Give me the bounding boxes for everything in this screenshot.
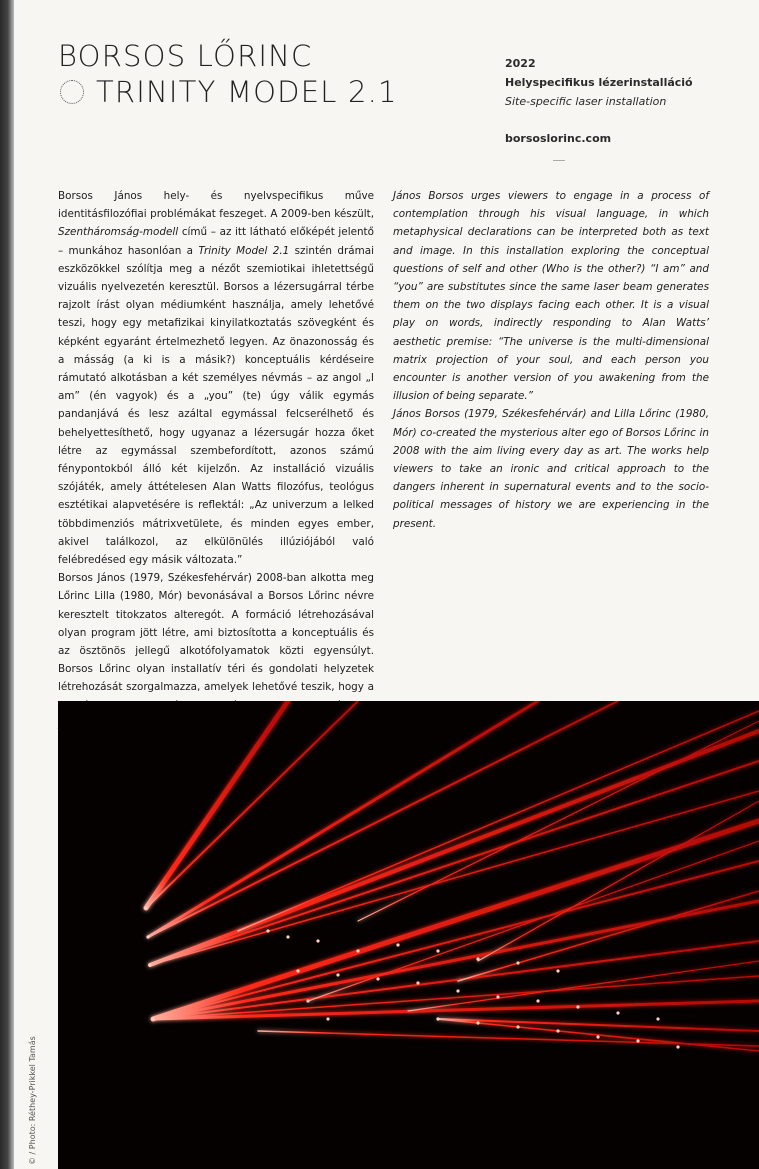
- light-point: [636, 1039, 639, 1042]
- light-point: [556, 969, 559, 972]
- year: 2022: [505, 57, 536, 70]
- light-point: [306, 999, 309, 1002]
- light-point: [556, 1029, 559, 1032]
- laser-beam: [153, 861, 759, 1019]
- light-point: [148, 963, 151, 966]
- work-title-italic: Szentháromság-modell: [58, 226, 179, 239]
- laser-beam: [148, 701, 618, 937]
- light-point: [396, 943, 399, 946]
- laser-beam: [308, 841, 759, 1001]
- laser-beam: [153, 941, 759, 1019]
- light-point: [496, 995, 499, 998]
- work-title: TRINITY MODEL 2.1: [96, 75, 398, 109]
- laser-beam: [153, 976, 759, 1019]
- light-points-group: [144, 906, 679, 1048]
- laser-beam: [478, 801, 759, 961]
- light-point: [316, 939, 319, 942]
- laser-beam: [146, 701, 358, 908]
- light-point: [436, 949, 439, 952]
- english-text-column: [393, 187, 709, 533]
- dotted-circle-icon: [60, 80, 84, 104]
- hungarian-text-column: [58, 187, 374, 751]
- light-point: [436, 1017, 439, 1020]
- small-mark: [553, 160, 565, 161]
- light-point: [296, 969, 299, 972]
- photo-credit: © / Photo: Réthey-Prikkel Tamás: [28, 1036, 37, 1165]
- laser-beam: [438, 1019, 759, 1031]
- laser-beam: [150, 791, 759, 965]
- work-title-row: [58, 74, 398, 110]
- laser-installation-photo: [58, 701, 759, 1169]
- laser-beam: [438, 1019, 759, 1051]
- laser-beam: [358, 721, 759, 921]
- text-span: szintén drámai eszközökkel szólítja meg a nézőt szemiotikai ihletettségű vizuális nyelvezetén keresztül. Borsos a lézersugárral térbe rajzolt írást olyan médiumként használja, amely lehetővé teszi, hogy egy metafizikai kinyilatkoztatás szövegként és képként egyaránt értelmezhető legyen. Az önazonosság és a másság (a ki is a másik?) konceptuális kérdéseire rámutató alkotásban a két személyes névmás – az angol „I am” (én vagyok) és a „you” (te) úgy válik egymás pandanjává és lesz azáltal egymással felcserélhető és behelyettesíthető, hogy ugyanaz a lézersugár hozza őket létre az egymással szembefordított, azonos számú fénypontokból álló két kijelzőn. Az installáció vizuális szójáték, amely áttételesen Alan Watts filozófus, teológus esztétikai alapvetésére is reflektál: „Az univerzum a lelked többdimenziós mátrixvetülete, és minden egyes ember, akivel találkozol, az elkülönülés illúziójából való felébredésed egy másik változata.”: [58, 244, 374, 567]
- light-point: [151, 1017, 154, 1020]
- light-point: [516, 1025, 519, 1028]
- light-point: [656, 1017, 659, 1020]
- light-point: [456, 989, 459, 992]
- light-point: [576, 1005, 579, 1008]
- light-point: [476, 1021, 479, 1024]
- light-point: [266, 929, 269, 932]
- title-block: [58, 38, 398, 110]
- light-point: [516, 961, 519, 964]
- light-point: [356, 949, 359, 952]
- work-meta: [505, 54, 693, 148]
- laser-beam: [258, 1031, 759, 1046]
- laser-beam: [150, 761, 759, 965]
- light-point: [336, 973, 339, 976]
- light-point: [536, 999, 539, 1002]
- light-point: [326, 1017, 329, 1020]
- artist-name: BORSOS LŐRINC: [58, 39, 313, 73]
- light-point: [376, 977, 379, 980]
- light-point: [286, 935, 289, 938]
- light-point: [596, 1035, 599, 1038]
- english-paragraph-1: János Borsos urges viewers to engage in a process of contemplation through his visual language, in which metaphysical declarations can be interpreted both as text and image. In this installation exploring the conceptual questions of self and other (Who is the other?) “I am” and “you” are substitutes since the same laser beam generates them on the two displays facing each other. It is a visual play on words, indirectly responding to Alan Watts’ aesthetic premise: “The universe is the multi-dimensional matrix projection of your soul, and each person you encounter is another version of you awakening from the illusion of being separate.”: [393, 190, 709, 403]
- light-point: [476, 957, 479, 960]
- book-spine-shadow: [0, 0, 14, 1169]
- light-point: [146, 935, 149, 938]
- english-paragraph-2: János Borsos (1979, Székesfehérvár) and Lilla Lőrinc (1980, Mór) co-created the mysterious alter ego of Borsos Lőrinc in 2008 with the aim living every day as art. The works help viewers to take an ironic and critical approach to the dangers inherent in supernatural events and to the socio-political messages of history we are experiencing in the present.: [393, 408, 709, 530]
- light-point: [144, 906, 147, 909]
- laser-beam: [238, 711, 759, 931]
- work-title-italic: Trinity Model 2.1: [198, 244, 290, 257]
- light-point: [676, 1045, 679, 1048]
- light-point: [416, 981, 419, 984]
- type-english: Site-specific laser installation: [505, 95, 667, 108]
- website-link[interactable]: borsoslorinc.com: [505, 132, 612, 145]
- type-hungarian: Helyspecifikus lézerinstalláció: [505, 76, 693, 89]
- laser-beams-image: [58, 701, 759, 1169]
- laser-beam-group: [146, 701, 759, 1051]
- text-span: című – az itt látható előképét jelentő – munkához hasonlóan a: [58, 226, 374, 257]
- light-point: [616, 1011, 619, 1014]
- text-span: Borsos János hely- és nyelvspecifikus műve identitásfilozófiai problémákat feszeget. A 2009-ben készült,: [58, 190, 374, 221]
- hungarian-paragraph-1: [58, 187, 374, 569]
- hungarian-paragraph-2: Borsos János (1979, Székesfehérvár) 2008-ban alkotta meg Lőrinc Lilla (1980, Mór) bevonásával a Borsos Lőrinc névre keresztelt titokzatos alteregót. A formáció létrehozásával olyan program jött létre, ami biztosította a konceptuális és az ösztönös jellegű alkotófolyamatok közti egyensúlyt. Borsos Lőrinc olyan installatív téri és gondolati helyzetek létrehozását szorgalmazza, amelyek lehetővé teszik, hogy a: [58, 572, 374, 694]
